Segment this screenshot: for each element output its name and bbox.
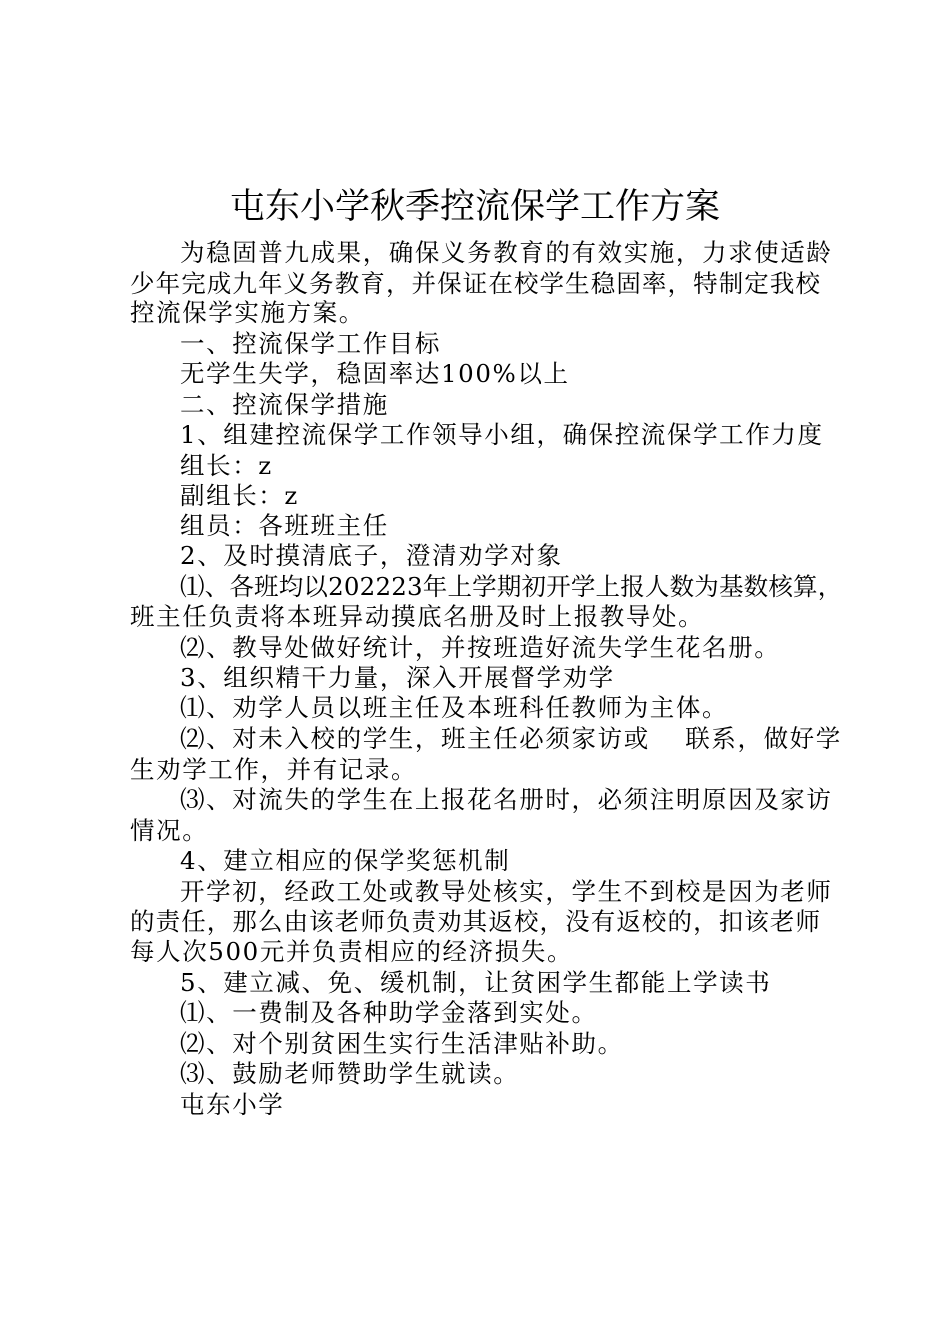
item-1-heading: 1、组建控流保学工作领导小组，确保控流保学工作力度 [180,420,824,449]
item-3-1-line: ⑴、劝学人员以班主任及本班科任教师为主体。 [180,693,729,722]
item-5-heading: 5、建立减、免、缓机制，让贫困学生都能上学读书 [180,968,772,997]
item-5-2-line: ⑵、对个别贫困生实行生活津贴补助。 [180,1029,624,1058]
item-2-1-line-2: 班主任负责将本班异动摸底名册及时上报教导处。 [130,602,705,631]
intro-line-2: 少年完成九年义务教育，并保证在校学生稳固率，特制定我校 [130,269,820,298]
item-5-1-line: ⑴、一费制及各种助学金落到实处。 [180,998,598,1027]
item-4-heading: 4、建立相应的保学奖惩机制 [180,846,511,875]
intro-line-1: 为稳固普九成果，确保义务教育的有效实施，力求使适龄 [180,238,833,267]
deputy-line: 副组长：z [180,481,299,510]
signature: 屯东小学 [180,1090,285,1119]
item-4-line-3: 每人次500元并负责相应的经济损失。 [130,937,574,966]
members-line: 组员：各班班主任 [180,511,389,540]
leader-line: 组长：z [180,451,273,480]
item-4-line-1: 开学初，经政工处或教导处核实，学生不到校是因为老师 [180,877,833,906]
item-3-2-line-2: 生劝学工作，并有记录。 [130,755,418,784]
item-3-heading: 3、组织精干力量，深入开展督学劝学 [180,663,615,692]
section-1-heading: 一、控流保学工作目标 [180,329,441,358]
item-2-2-line: ⑵、教导处做好统计，并按班造好流失学生花名册。 [180,633,781,662]
item-3-3-line-2: 情况。 [130,816,209,845]
item-3-2-line-1: ⑵、对未入校的学生，班主任必须家访或 联系，做好学 [180,724,842,753]
intro-line-3: 控流保学实施方案。 [130,298,365,327]
item-2-heading: 2、及时摸清底子，澄清劝学对象 [180,541,563,570]
item-5-3-line: ⑶、鼓励老师赞助学生就读。 [180,1059,520,1088]
item-3-3-line-1: ⑶、对流失的学生在上报花名册时，必须注明原因及家访 [180,785,833,814]
item-2-1-line-1: ⑴、各班均以202223年上学期初开学上报人数为基数核算， [180,572,843,601]
section-2-heading: 二、控流保学措施 [180,390,389,419]
section-1-text: 无学生失学，稳固率达100%以上 [180,359,570,388]
item-4-line-2: 的责任，那么由该老师负责劝其返校，没有返校的，扣该老师 [130,907,820,936]
document-title: 屯东小学秋季控流保学工作方案 [229,187,720,227]
